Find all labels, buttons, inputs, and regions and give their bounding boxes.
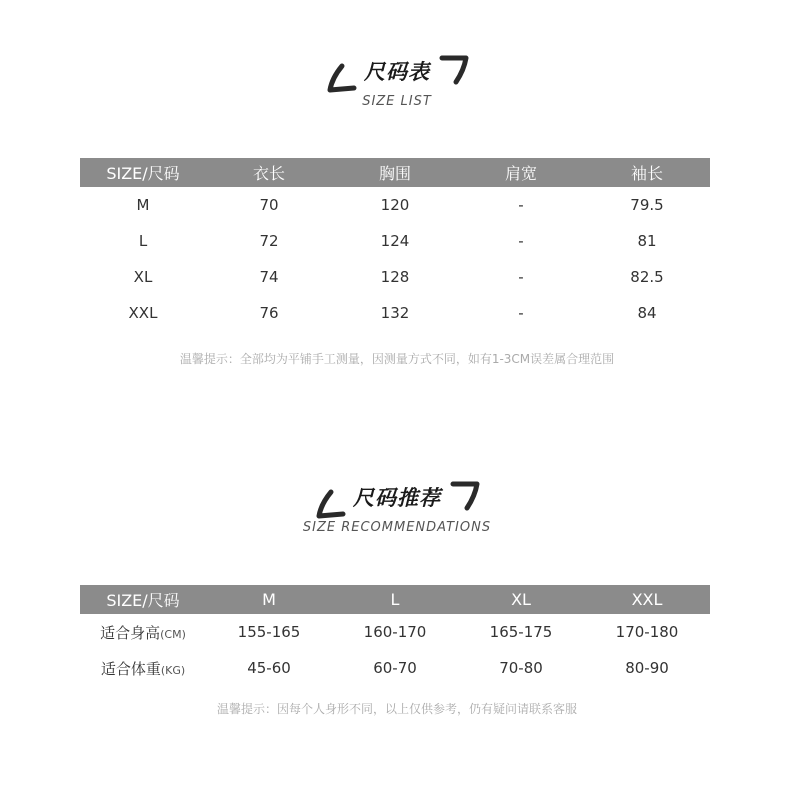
table-cell: 124 (380, 232, 410, 250)
table-cell: 155-165 (237, 623, 301, 641)
table-cell: M (136, 196, 150, 214)
size-recommendations-subtitle: SIZE RECOMMENDATIONS (302, 520, 492, 535)
row-label-unit: (KG) (160, 663, 186, 677)
header-cell: L (332, 585, 458, 614)
table-row (80, 187, 710, 223)
row-label-text: 适合体重 (100, 659, 161, 678)
size-list-title (364, 56, 430, 86)
header-cell: 胸围 (332, 158, 458, 187)
table-cell: L (138, 232, 148, 250)
table-cell: 74 (259, 268, 279, 286)
header-cell: 肩宽 (458, 158, 584, 187)
header-cell: M (206, 585, 332, 614)
left-bracket-icon (324, 62, 360, 96)
table-cell: XL (133, 268, 153, 286)
table-cell: 72 (259, 232, 279, 250)
size-list-note: 温馨提示：全部均为平铺手工测量，因测量方式不同，如有1-3CM误差属合理范围 (179, 352, 615, 366)
right-bracket-icon (447, 480, 483, 514)
right-bracket-icon (436, 54, 472, 88)
table-header-row (80, 585, 710, 614)
table-cell: 80-90 (625, 659, 669, 677)
size-recommendations-title (353, 482, 441, 512)
header-cell: 衣长 (206, 158, 332, 187)
size-recommendations-table (80, 585, 710, 686)
table-row (80, 223, 710, 259)
header-cell: SIZE/尺码 (80, 585, 206, 614)
table-cell: 79.5 (630, 196, 664, 214)
table-cell: - (518, 232, 524, 250)
table-cell: 45-60 (247, 659, 291, 677)
header-cell: SIZE/尺码 (80, 158, 206, 187)
table-cell: 120 (380, 196, 410, 214)
row-label-weight (80, 650, 206, 686)
table-cell: 128 (380, 268, 410, 286)
table-cell: 165-175 (489, 623, 553, 641)
table-cell: 84 (637, 304, 657, 322)
header-cell: 袖长 (584, 158, 710, 187)
table-cell: XXL (128, 304, 158, 322)
size-list-title-text: 尺码表 (364, 60, 430, 84)
size-recommendations-title-text: 尺码推荐 (353, 486, 441, 510)
table-cell: 132 (380, 304, 410, 322)
size-recommendations-title-block (0, 482, 794, 535)
row-label-text: 适合身高 (100, 623, 161, 642)
table-cell: 82.5 (630, 268, 664, 286)
left-bracket-icon (313, 488, 349, 522)
size-recommendations-note: 温馨提示：因每个人身形不同，以上仅供参考，仍有疑问请联系客服 (216, 702, 577, 716)
table-cell: 160-170 (363, 623, 427, 641)
table-cell: 60-70 (373, 659, 417, 677)
size-list-title-block (0, 56, 794, 109)
table-cell: - (518, 196, 524, 214)
header-cell: XL (458, 585, 584, 614)
row-label-height (80, 614, 206, 650)
table-cell: 76 (259, 304, 279, 322)
table-cell: - (518, 304, 524, 322)
table-row (80, 650, 710, 686)
size-list-subtitle: SIZE LIST (362, 94, 432, 109)
table-row (80, 295, 710, 331)
table-row (80, 614, 710, 650)
table-cell: - (518, 268, 524, 286)
table-cell: 70-80 (499, 659, 543, 677)
table-row (80, 259, 710, 295)
table-cell: 170-180 (615, 623, 679, 641)
size-list-table (80, 158, 710, 331)
table-cell: 81 (637, 232, 657, 250)
table-header-row (80, 158, 710, 187)
header-cell: XXL (584, 585, 710, 614)
table-cell: 70 (259, 196, 279, 214)
row-label-unit: (CM) (160, 627, 186, 641)
